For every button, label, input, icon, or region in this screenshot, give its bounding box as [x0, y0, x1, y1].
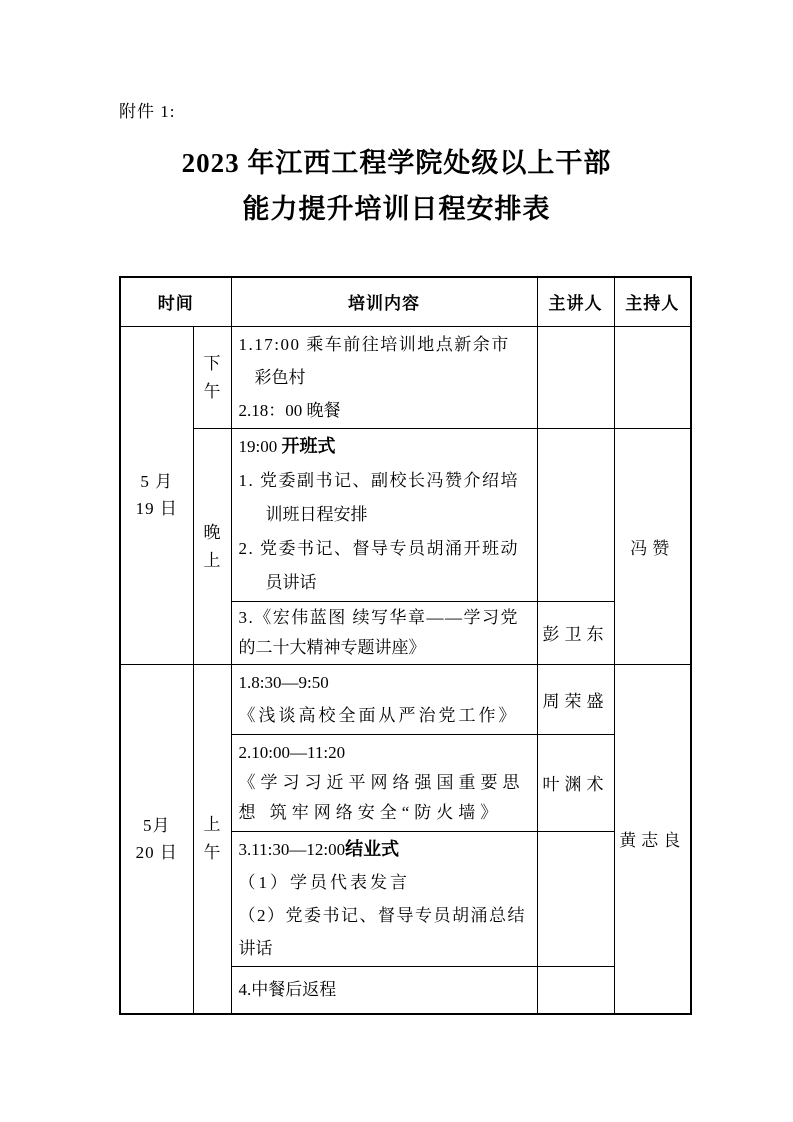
content-cell-opening-ceremony [231, 428, 537, 601]
content-line: 1.17:00 乘车前往培训地点新余市 [238, 334, 510, 354]
header-cell-host: 主持人 [614, 277, 691, 326]
speaker-cell-zhourongsheng: 周荣盛 [537, 664, 614, 734]
header-cell-speaker: 主讲人 [537, 277, 614, 326]
date-line: 19 日 [135, 499, 178, 518]
content-line: 讲话 [238, 938, 273, 958]
content-line: 1. 党委副书记、副校长冯赞介绍培 [238, 470, 519, 490]
content-line: 员讲话 [265, 572, 317, 592]
content-cell-lecture [231, 601, 537, 664]
period-char: 下 [203, 353, 221, 373]
closing-time: 3.11:30—12:00 [238, 839, 346, 859]
date-cell-may20 [120, 664, 193, 1014]
content-line: 4.中餐后返程 [238, 980, 337, 1000]
content-line [239, 430, 532, 464]
schedule-table [119, 276, 692, 1015]
content-line [239, 833, 532, 866]
period-cell-morning [193, 664, 231, 1014]
date-line: 20 日 [135, 842, 178, 862]
row-may20-session1 [120, 664, 691, 734]
date-cell-may19 [120, 326, 193, 664]
speaker-cell-empty [537, 966, 614, 1014]
period-char: 午 [203, 843, 221, 863]
content-line: 训班日程安排 [265, 504, 368, 524]
content-line: 2. 党委书记、督导专员胡涌开班动 [238, 538, 519, 558]
row-may19-evening-opening [120, 428, 691, 601]
speaker-cell-pengweidong: 彭卫东 [537, 601, 614, 664]
content-line: 想 筑牢网络安全“防火墙》 [238, 802, 503, 822]
period-cell-evening [193, 428, 231, 664]
date-line: 5月 [143, 815, 171, 835]
period-cell-afternoon [193, 326, 231, 428]
content-line: 的二十大精神专题讲座》 [238, 637, 426, 657]
content-cell-arrival [231, 326, 537, 428]
content-line: 彩色村 [254, 367, 306, 387]
content-line: 3.《宏伟蓝图 续写华章——学习党 [238, 607, 519, 627]
header-cell-content: 培训内容 [231, 277, 537, 326]
header-cell-time: 时间 [120, 277, 231, 326]
row-may19-afternoon [120, 326, 691, 428]
content-line: 《学习习近平网络强国重要思 [238, 772, 525, 792]
content-cell-session1 [231, 664, 537, 734]
opening-time: 19:00 [238, 436, 282, 456]
host-cell-empty [614, 326, 691, 428]
content-line: 1.8:30—9:50 [238, 673, 329, 692]
speaker-cell-empty [537, 326, 614, 428]
host-cell-huangzhiliang: 黄志良 [614, 664, 691, 1014]
content-cell-closing-ceremony [231, 831, 537, 966]
header-row [120, 277, 691, 326]
content-cell-session2 [231, 734, 537, 831]
content-line: 《浅谈高校全面从严治党工作》 [238, 706, 519, 725]
period-char: 上 [203, 550, 221, 570]
document-title [0, 140, 793, 232]
speaker-cell-empty [537, 831, 614, 966]
content-line: 2.10:00—11:20 [238, 742, 346, 762]
content-line: （1）学员代表发言 [238, 872, 410, 892]
attachment-label: 附件 1: [119, 102, 176, 121]
content-cell-return [231, 966, 537, 1014]
closing-title: 结业式 [345, 838, 400, 860]
title-line-1: 2023 年江西工程学院处级以上干部 [181, 148, 612, 178]
period-char: 晚 [203, 522, 221, 542]
title-line-2: 能力提升培训日程安排表 [242, 194, 551, 224]
date-line: 5 月 [140, 472, 174, 491]
speaker-cell-empty [537, 428, 614, 601]
host-cell-fengzan: 冯赞 [614, 428, 691, 664]
opening-title: 开班式 [281, 435, 336, 457]
period-char: 上 [203, 815, 221, 835]
speaker-cell-yeyuanshu: 叶渊术 [537, 734, 614, 831]
content-line: 2.18：00 晚餐 [238, 400, 341, 420]
content-line: （2）党委书记、督导专员胡涌总结 [238, 905, 526, 925]
period-char: 午 [203, 381, 221, 401]
